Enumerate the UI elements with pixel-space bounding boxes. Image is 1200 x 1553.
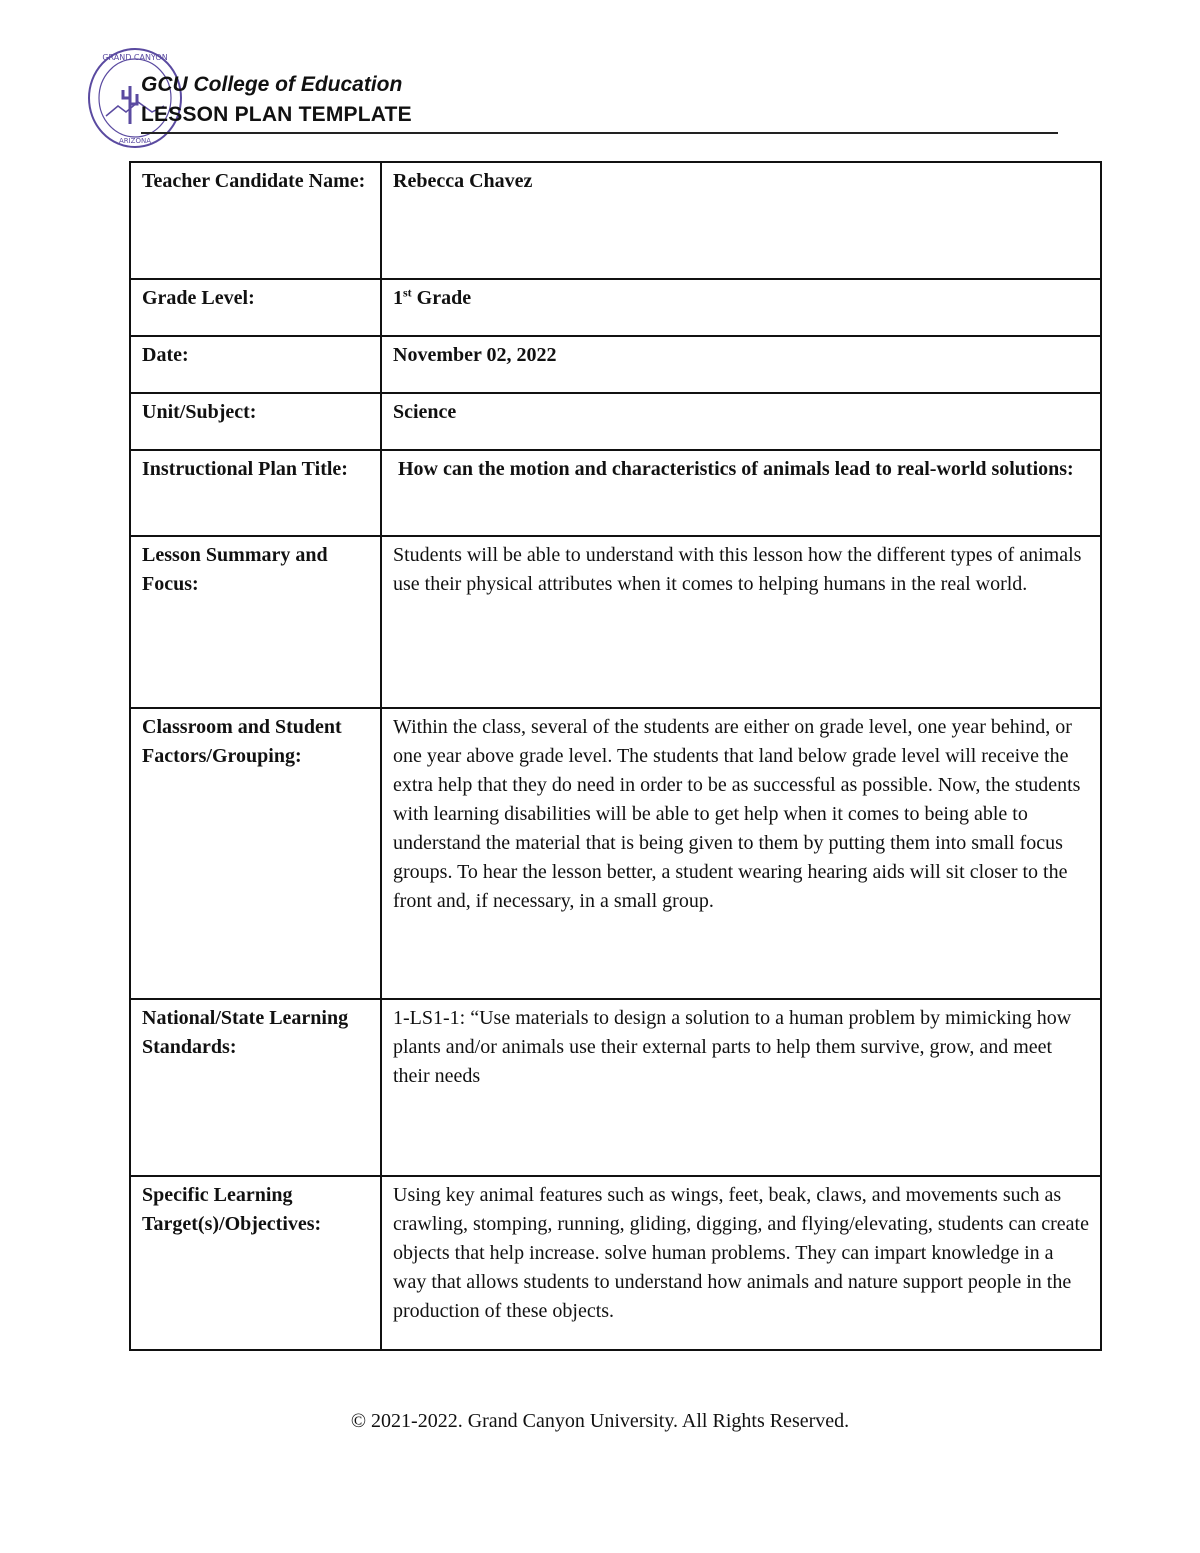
lesson-plan-table — [129, 161, 1102, 1351]
row-label: Date: — [130, 336, 381, 393]
table-row — [130, 393, 1101, 450]
table-row — [130, 999, 1101, 1176]
row-value — [381, 279, 1101, 336]
row-label: Grade Level: — [130, 279, 381, 336]
table-row — [130, 336, 1101, 393]
college-name: GCU College of Education — [141, 73, 403, 96]
row-label: National/State Learning Standards: — [130, 999, 381, 1176]
row-label: Unit/Subject: — [130, 393, 381, 450]
table-row — [130, 279, 1101, 336]
table-row — [130, 708, 1101, 999]
grade-word: Grade — [411, 287, 472, 309]
grade-ordinal: st — [403, 285, 412, 300]
copyright-footer: © 2021-2022. Grand Canyon University. All Rights Reserved. — [350, 1410, 850, 1432]
header-divider — [141, 132, 1058, 134]
svg-text:GRAND CANYON: GRAND CANYON — [102, 53, 168, 62]
row-value: Students will be able to understand with this lesson how the different types of animals use their physical attributes when it comes to helping humans in the real world. — [381, 536, 1101, 708]
row-value: 1-LS1-1: “Use materials to design a solution to a human problem by mimicking how plants and/or animals use their external parts to help them survive, grow, and meet their needs — [381, 999, 1101, 1176]
row-value: November 02, 2022 — [381, 336, 1101, 393]
row-value: Science — [381, 393, 1101, 450]
table-row — [130, 1176, 1101, 1350]
row-value: Within the class, several of the students are either on grade level, one year behind, or one year above grade level. The students that land below grade level will receive the extra help that they do need in order to be as successful as possible. Now, the students with learning disabilities will be able to get help when it comes to being able to understand the material that is being given to them by putting them into small focus groups. To hear the lesson better, a student wearing hearing aids will sit closer to the front and, if necessary, in a small group. — [381, 708, 1101, 999]
table-row — [130, 536, 1101, 708]
row-value: Rebecca Chavez — [381, 162, 1101, 279]
grade-number: 1 — [393, 287, 403, 309]
row-label: Teacher Candidate Name: — [130, 162, 381, 279]
svg-text:ARIZONA: ARIZONA — [118, 137, 152, 145]
row-label: Specific Learning Target(s)/Objectives: — [130, 1176, 381, 1350]
row-label: Instructional Plan Title: — [130, 450, 381, 536]
row-label: Classroom and Student Factors/Grouping: — [130, 708, 381, 999]
row-label: Lesson Summary and Focus: — [130, 536, 381, 708]
document-title: LESSON PLAN TEMPLATE — [141, 103, 412, 126]
row-value: Using key animal features such as wings, feet, beak, claws, and movements such as crawling, stomping, running, gliding, digging, and flying/elevating, students can create objects that help increase. solve human problems. They can impart knowledge in a way that allows students to understand how animals and nature support people in the production of these objects. — [381, 1176, 1101, 1350]
table-row — [130, 162, 1101, 279]
table-row — [130, 450, 1101, 536]
row-value: How can the motion and characteristics of animals lead to real-world solutions: — [381, 450, 1101, 536]
university-seal-logo — [86, 46, 184, 150]
